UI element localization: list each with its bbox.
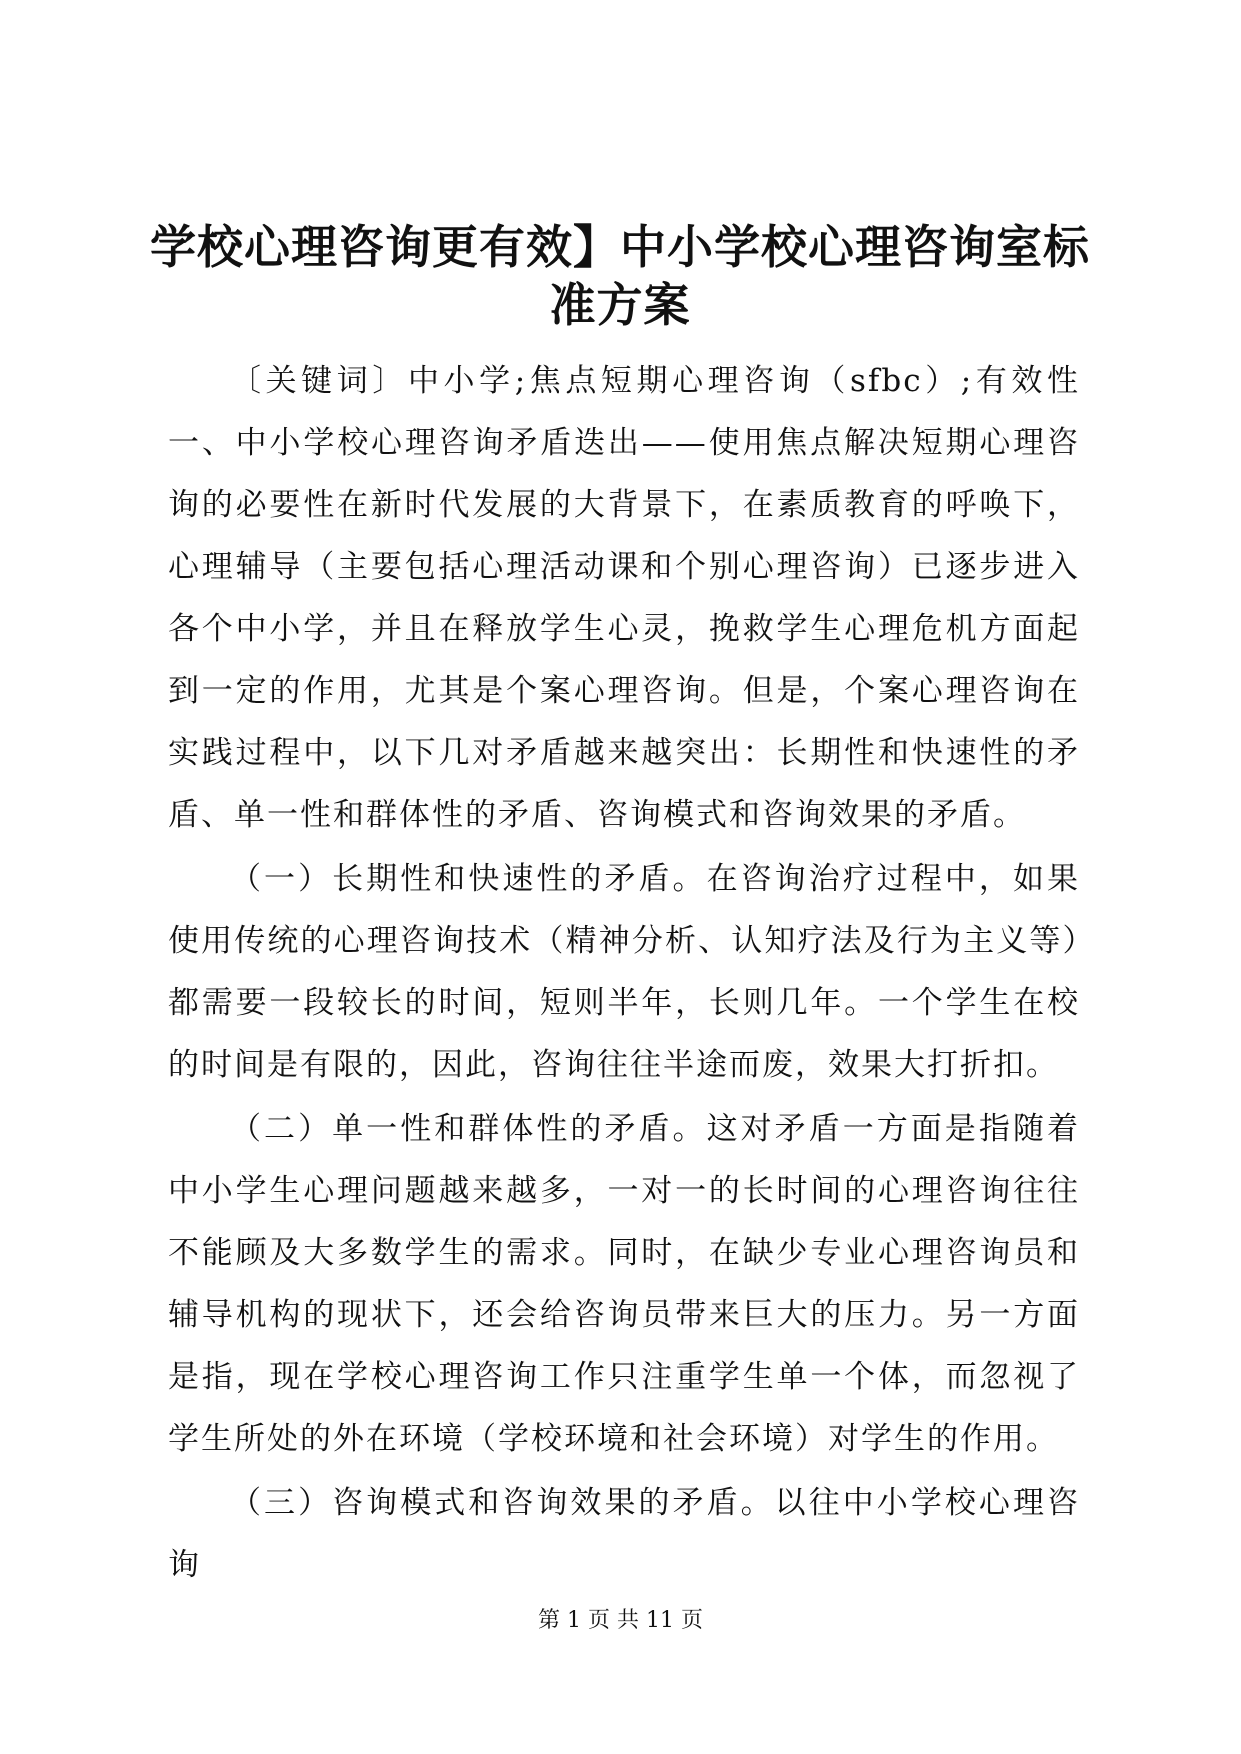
page-footer: 第 1 页 共 11 页 xyxy=(538,1608,703,1633)
paragraph-section-1: （一）长期性和快速性的矛盾。在咨询治疗过程中，如果使用传统的心理咨询技术（精神分析、认知疗法及行为主义等）都需要一段较长的时间，短则半年，长则几年。一个学生在校的时间是有限的，因此，咨询往往半途而废，效果大打折扣。 xyxy=(168,861,1080,1083)
document-title: 学校心理咨询更有效】中小学校心理咨询室标准方案 xyxy=(150,220,1090,332)
document-body xyxy=(168,350,1080,1596)
paragraph-section-3: （三）咨询模式和咨询效果的矛盾。以往中小学校心理咨询 xyxy=(168,1485,1080,1583)
paragraph-intro: 〔关键词〕中小学;焦点短期心理咨询（sfbc）;有效性一、中小学校心理咨询矛盾迭出——使用焦点解决短期心理咨询的必要性在新时代发展的大背景下，在素质教育的呼唤下，心理辅导（主要包括心理活动课和个别心理咨询）已逐步进入各个中小学，并且在释放学生心灵，挽救学生心理危机方面起到一定的作用，尤其是个案心理咨询。但是，个案心理咨询在实践过程中，以下几对矛盾越来越突出：长期性和快速性的矛盾、单一性和群体性的矛盾、咨询模式和咨询效果的矛盾。 xyxy=(168,363,1080,833)
paragraph-section-2: （二）单一性和群体性的矛盾。这对矛盾一方面是指随着中小学生心理问题越来越多，一对一的长时间的心理咨询往往不能顾及大多数学生的需求。同时，在缺少专业心理咨询员和辅导机构的现状下，还会给咨询员带来巨大的压力。另一方面是指，现在学校心理咨询工作只注重学生单一个体，而忽视了学生所处的外在环境（学校环境和社会环境）对学生的作用。 xyxy=(168,1111,1080,1457)
